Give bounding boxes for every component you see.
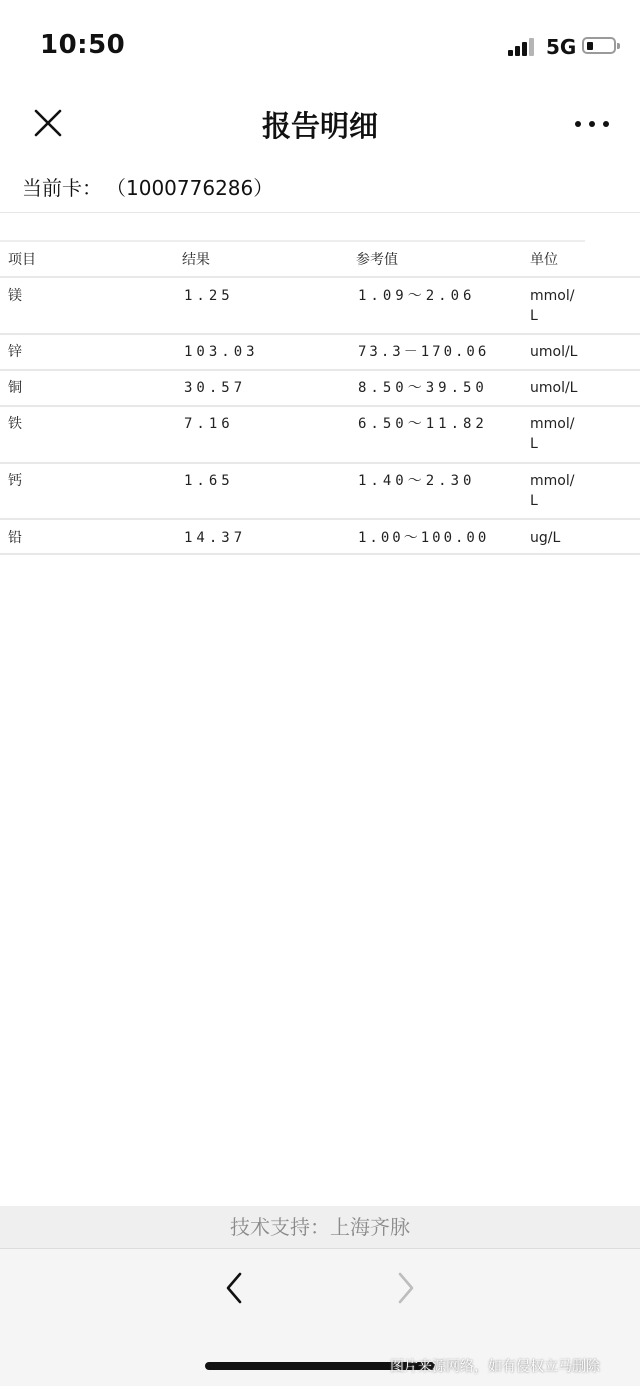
- network-type: 5G: [546, 35, 577, 59]
- back-arrow-icon[interactable]: [224, 1272, 244, 1304]
- forward-arrow-icon[interactable]: [396, 1272, 416, 1304]
- page-title: 报告明细: [261, 109, 378, 143]
- cell-reference: 6.50～11.82: [358, 416, 488, 432]
- table-header-unit: 单位: [530, 252, 558, 268]
- row-divider: [0, 553, 640, 555]
- cell-item: 铅: [8, 530, 22, 546]
- cell-item: 锌: [8, 344, 22, 360]
- cell-unit: umol/L: [530, 344, 578, 360]
- cell-reference: 1.40～2.30: [358, 473, 476, 489]
- cell-item: 钙: [8, 473, 22, 489]
- current-card-number: （1000776286）: [116, 176, 274, 200]
- table-header-result: 结果: [182, 252, 210, 268]
- current-card-label: 当前卡：: [22, 176, 102, 200]
- nav-bar: [0, 92, 640, 156]
- section-divider: [0, 212, 640, 213]
- row-divider: [0, 405, 640, 407]
- cell-result: 7.16: [184, 416, 234, 432]
- cell-unit: mmol/L: [530, 288, 575, 324]
- cell-result: 1.65: [184, 473, 234, 489]
- cell-result: 1.25: [184, 288, 234, 304]
- status-bar: [0, 0, 640, 92]
- cell-reference: 1.00～100.00: [358, 530, 490, 546]
- cell-result: 14.37: [184, 530, 247, 546]
- watermark-text: 图片来源网络，如有侵权立马删除: [390, 1359, 600, 1375]
- cell-reference: 73.3－170.06: [358, 344, 490, 360]
- cellular-signal-icon: [508, 38, 536, 56]
- tech-support-text: 技术支持：上海齐脉: [0, 1206, 640, 1248]
- row-divider: [0, 333, 640, 335]
- cell-unit: umol/L: [530, 380, 578, 396]
- more-options-icon[interactable]: [574, 120, 610, 128]
- status-time: 10:50: [40, 30, 126, 60]
- cell-item: 镁: [8, 288, 22, 304]
- cell-item: 铁: [8, 416, 22, 432]
- row-divider: [0, 276, 640, 278]
- footer-divider: [0, 1248, 640, 1249]
- battery-icon: [582, 37, 616, 54]
- cell-unit: mmol/L: [530, 473, 575, 509]
- cell-result: 30.57: [184, 380, 247, 396]
- cell-reference: 1.09～2.06: [358, 288, 476, 304]
- row-divider: [0, 518, 640, 520]
- cell-item: 铜: [8, 380, 22, 396]
- cell-reference: 8.50～39.50: [358, 380, 488, 396]
- cell-unit: ug/L: [530, 530, 561, 546]
- cell-unit: mmol/L: [530, 416, 575, 452]
- current-card: [22, 172, 273, 201]
- table-header-item: 项目: [8, 252, 36, 268]
- table-header-reference: 参考值: [356, 252, 398, 268]
- table-top-divider: [0, 240, 585, 242]
- cell-result: 103.03: [184, 344, 259, 360]
- row-divider: [0, 462, 640, 464]
- row-divider: [0, 369, 640, 371]
